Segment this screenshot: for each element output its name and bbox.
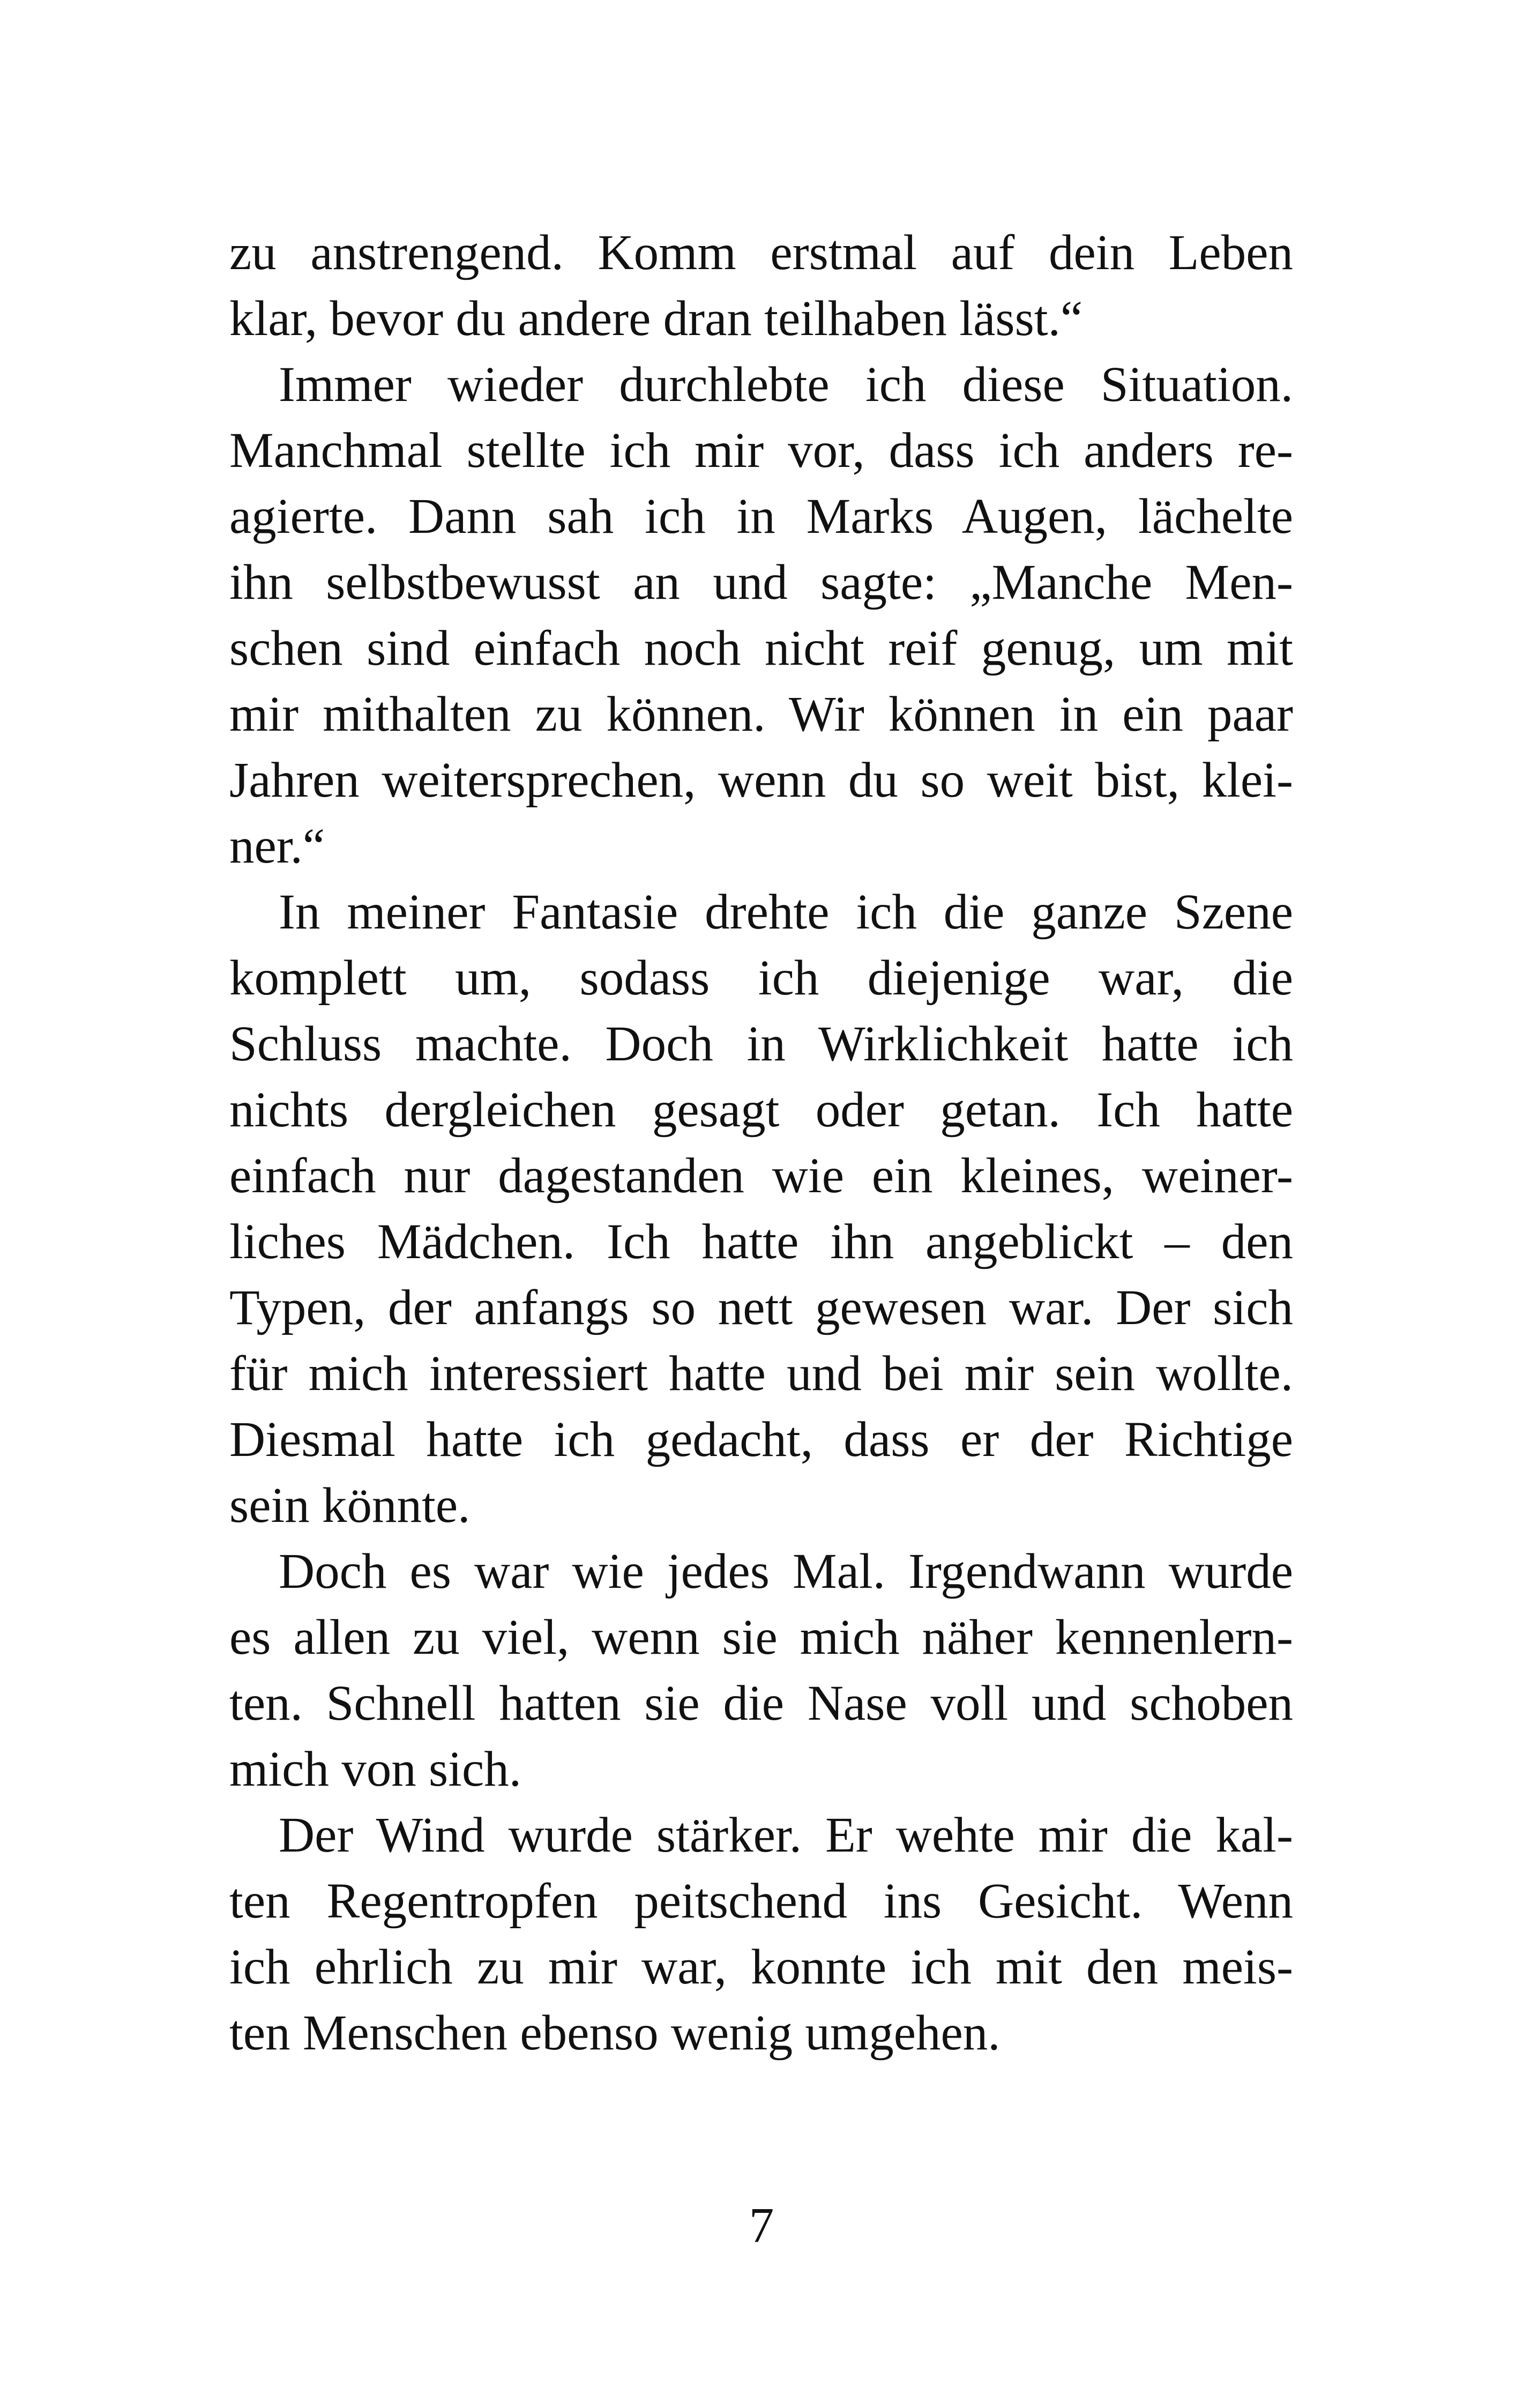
text-line: Manchmal stellte ich mir vor, dass ich anders re- (229, 423, 1293, 478)
text-line: liches Mädchen. Ich hatte ihn angeblickt – den (229, 1214, 1293, 1269)
text-line: schen sind einfach noch nicht reif genug, um mit (229, 621, 1293, 676)
text-line: Der Wind wurde stärker. Er wehte mir die kal- (279, 1808, 1293, 1863)
text-line: Jahren weitersprechen, wenn du so weit bist, klei- (229, 753, 1293, 808)
text-line: agierte. Dann sah ich in Marks Augen, lächelte (229, 489, 1293, 544)
text-line: ich ehrlich zu mir war, konnte ich mit den meis- (229, 1939, 1293, 1995)
text-line: zu anstrengend. Komm erstmal auf dein Leben (229, 225, 1293, 280)
text-line: für mich interessiert hatte und bei mir sein wollte. (229, 1346, 1293, 1401)
text-line: Doch es war wie jedes Mal. Irgendwann wurde (279, 1544, 1293, 1599)
text-line: sein könnte. (229, 1478, 471, 1533)
text-line: ner.“ (229, 819, 325, 874)
text-line: mich von sich. (229, 1742, 522, 1797)
text-line: es allen zu viel, wenn sie mich näher kennenlern- (229, 1610, 1293, 1665)
text-line: Schluss machte. Doch in Wirklichkeit hatte ich (229, 1016, 1293, 1072)
body-text (229, 220, 1293, 2066)
text-line: ten Regentropfen peitschend ins Gesicht. Wenn (229, 1874, 1293, 1929)
text-line: Typen, der anfangs so nett gewesen war. Der sich (229, 1280, 1293, 1335)
text-line: ihn selbstbewusst an und sagte: „Manche Men- (229, 555, 1293, 610)
text-line: Immer wieder durchlebte ich diese Situation. (279, 357, 1293, 412)
text-line: einfach nur dagestanden wie ein kleines, weiner- (229, 1148, 1293, 1203)
text-line: ten. Schnell hatten sie die Nase voll und schoben (229, 1676, 1293, 1731)
text-line: In meiner Fantasie drehte ich die ganze Szene (279, 885, 1293, 940)
text-line: Diesmal hatte ich gedacht, dass er der Richtige (229, 1412, 1293, 1467)
text-line: mir mithalten zu können. Wir können in ein paar (229, 687, 1293, 742)
text-line: nichts dergleichen gesagt oder getan. Ich hatte (229, 1082, 1293, 1138)
text-line: klar, bevor du andere dran teilhaben lässt.“ (229, 291, 1083, 346)
text-line: komplett um, sodass ich diejenige war, die (229, 950, 1293, 1006)
text-line: ten Menschen ebenso wenig umgehen. (229, 2005, 1001, 2061)
page-number: 7 (749, 2198, 774, 2253)
